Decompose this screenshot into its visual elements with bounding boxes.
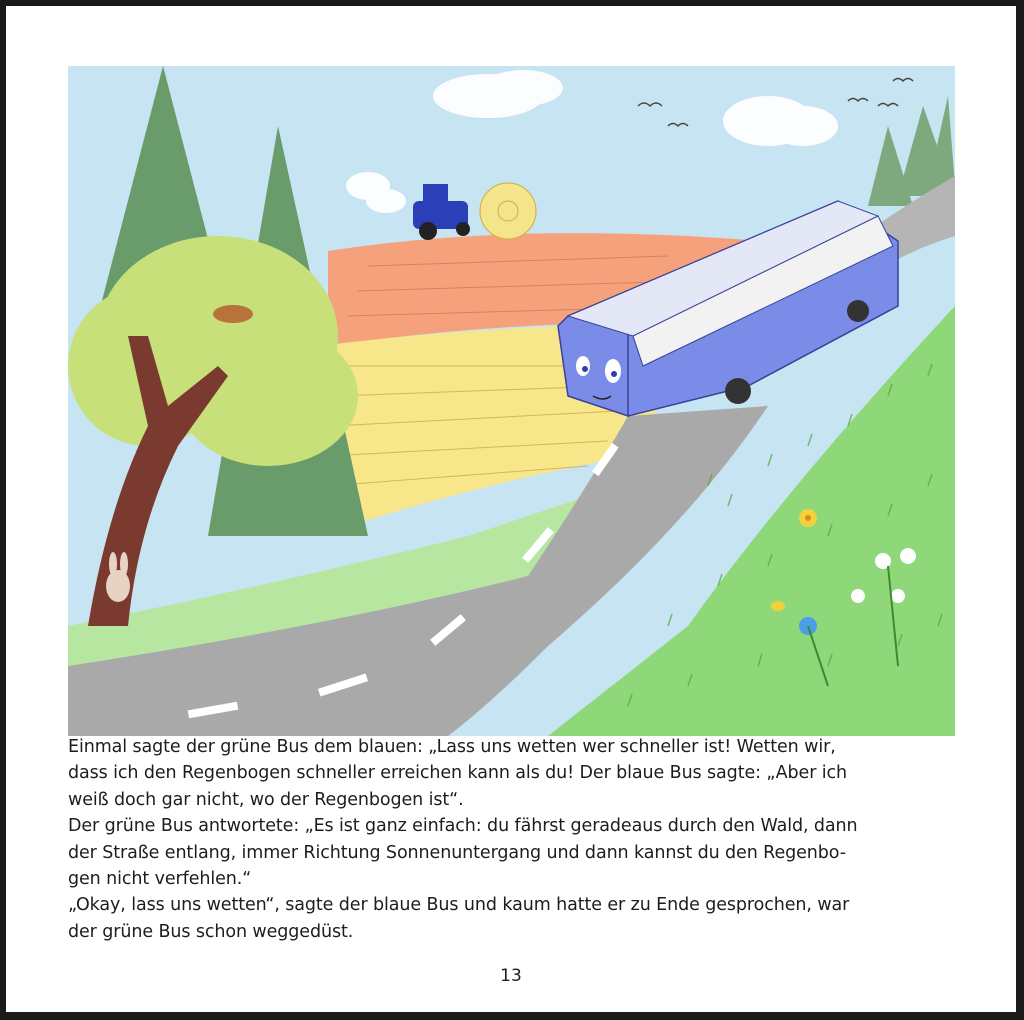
nest	[213, 305, 253, 323]
story-text	[68, 734, 968, 945]
paragraph-3: „Okay, lass uns wetten“, sagte der blaue Bus und kaum hatte er zu Ende gesprochen, war der grüne Bus schon weggedüst.	[68, 895, 850, 942]
story-illustration	[68, 66, 955, 736]
paragraph-1: Einmal sagte der grüne Bus dem blauen: „Lass uns wetten wer schneller ist! Wetten wir, dass ich den Regenbogen schneller erreichen kann als du! Der blaue Bus sagte: „Aber ich weiß doch gar nicht, wo der Regenbogen ist“.	[68, 737, 848, 810]
paragraph-2: Der grüne Bus antwortete: „Es ist ganz einfach: du fährst geradeaus durch den Wald, dann der Straße entlang, immer Richtung Sonnenuntergang und dann kannst du den Regenbo- gen nicht verfehlen.“	[68, 816, 858, 890]
page-number: 13	[500, 966, 522, 986]
book-page	[6, 6, 1016, 1012]
